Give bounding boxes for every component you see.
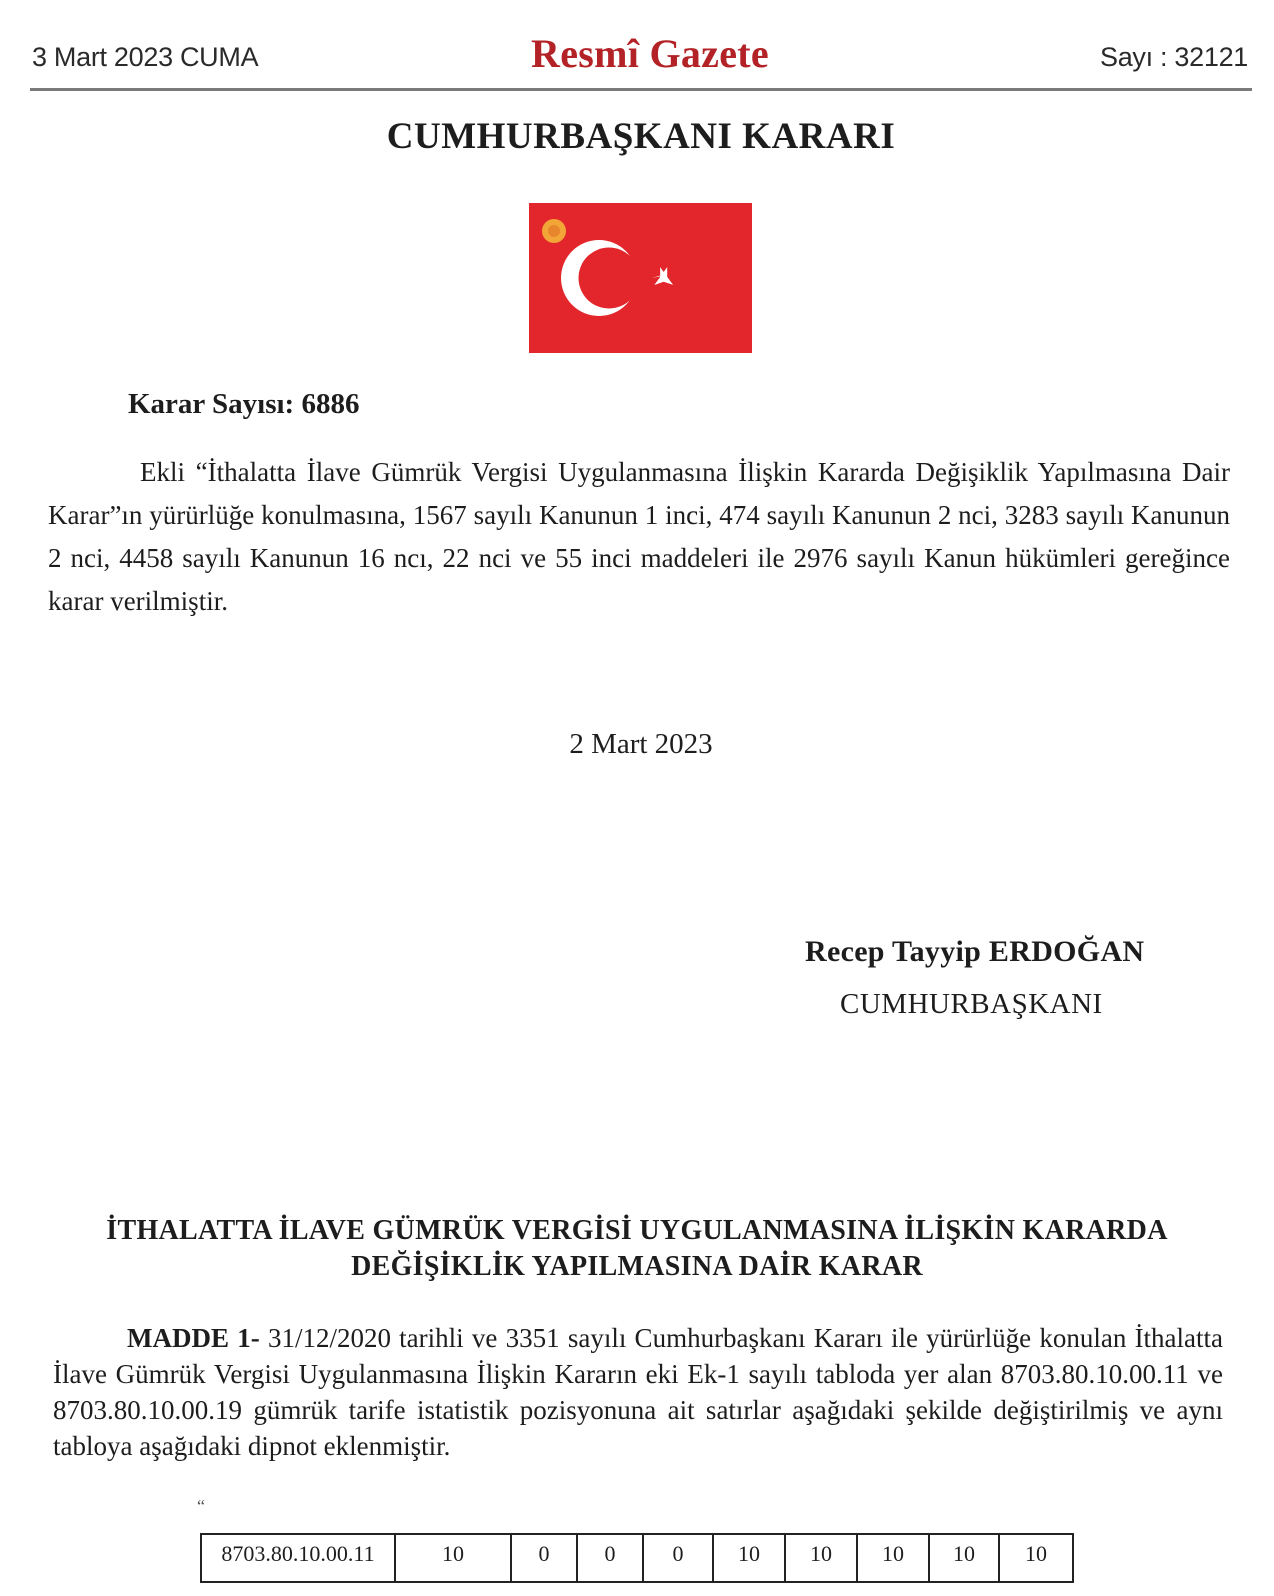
masthead-title: Resmî Gazete <box>531 31 769 76</box>
turkish-flag-icon <box>529 203 752 353</box>
signer-name: Recep Tayyip ERDOĞAN <box>805 935 1145 968</box>
signer-title: CUMHURBAŞKANI <box>840 988 1103 1020</box>
opening-quote-mark: “ <box>197 1496 205 1516</box>
table-cell: 10 <box>999 1534 1073 1582</box>
table-cell: 10 <box>713 1534 785 1582</box>
regulation-title-line-1: İTHALATTA İLAVE GÜMRÜK VERGİSİ UYGULANMASINA İLİŞKİN KARARDA <box>106 1215 1168 1246</box>
table-cell: 0 <box>577 1534 643 1582</box>
table-cell: 0 <box>511 1534 577 1582</box>
table-cell: 10 <box>395 1534 511 1582</box>
decision-date: 2 Mart 2023 <box>569 728 713 760</box>
table-cell: 10 <box>785 1534 857 1582</box>
article-label: MADDE 1- <box>127 1323 260 1353</box>
issue-number: Sayı : 32121 <box>1099 42 1248 72</box>
tariff-table <box>200 1533 1074 1583</box>
table-cell: 10 <box>929 1534 999 1582</box>
decision-number: Karar Sayısı: 6886 <box>128 388 360 420</box>
decision-paragraph: Ekli “İthalatta İlave Gümrük Vergisi Uygulanmasına İlişkin Kararda Değişiklik Yapılmasına Dair Karar”ın yürürlüğe konulmasına, 1567 sayılı Kanunun 1 inci, 474 sayılı Kanunun 2 nci, 3283 sayılı Kanunun 2 nci, 4458 sayılı Kanunun 16 ncı, 22 nci ve 55 inci maddeleri ile 2976 sayılı Kanun hükümleri gereğince karar verilmiştir. <box>48 457 1230 616</box>
article-text: 31/12/2020 tarihli ve 3351 sayılı Cumhurbaşkanı Kararı ile yürürlüğe konulan İthalatta İlave Gümrük Vergisi Uygulanmasına İlişkin Kararın eki Ek-1 sayılı tabloda yer alan 8703.80.10.00.11 ve 8703.80.10.00.19 gümrük tarife istatistik pozisyonuna ait satırlar aşağıdaki şekilde değiştirilmiş ve aynı tabloya aşağıdaki dipnot eklenmiştir. <box>53 1323 1224 1461</box>
table-row <box>201 1534 1073 1582</box>
regulation-title-line-2: DEĞİŞİKLİK YAPILMASINA DAİR KARAR <box>351 1251 923 1282</box>
decision-heading: CUMHURBAŞKANI KARARI <box>386 116 896 157</box>
table-cell: 0 <box>643 1534 713 1582</box>
article-paragraph <box>53 1320 1223 1464</box>
table-cell: 10 <box>857 1534 929 1582</box>
table-cell: 8703.80.10.00.11 <box>201 1534 395 1582</box>
regulation-title <box>0 1213 1274 1285</box>
header-divider <box>30 88 1252 91</box>
header-date: 3 Mart 2023 CUMA <box>32 42 259 72</box>
